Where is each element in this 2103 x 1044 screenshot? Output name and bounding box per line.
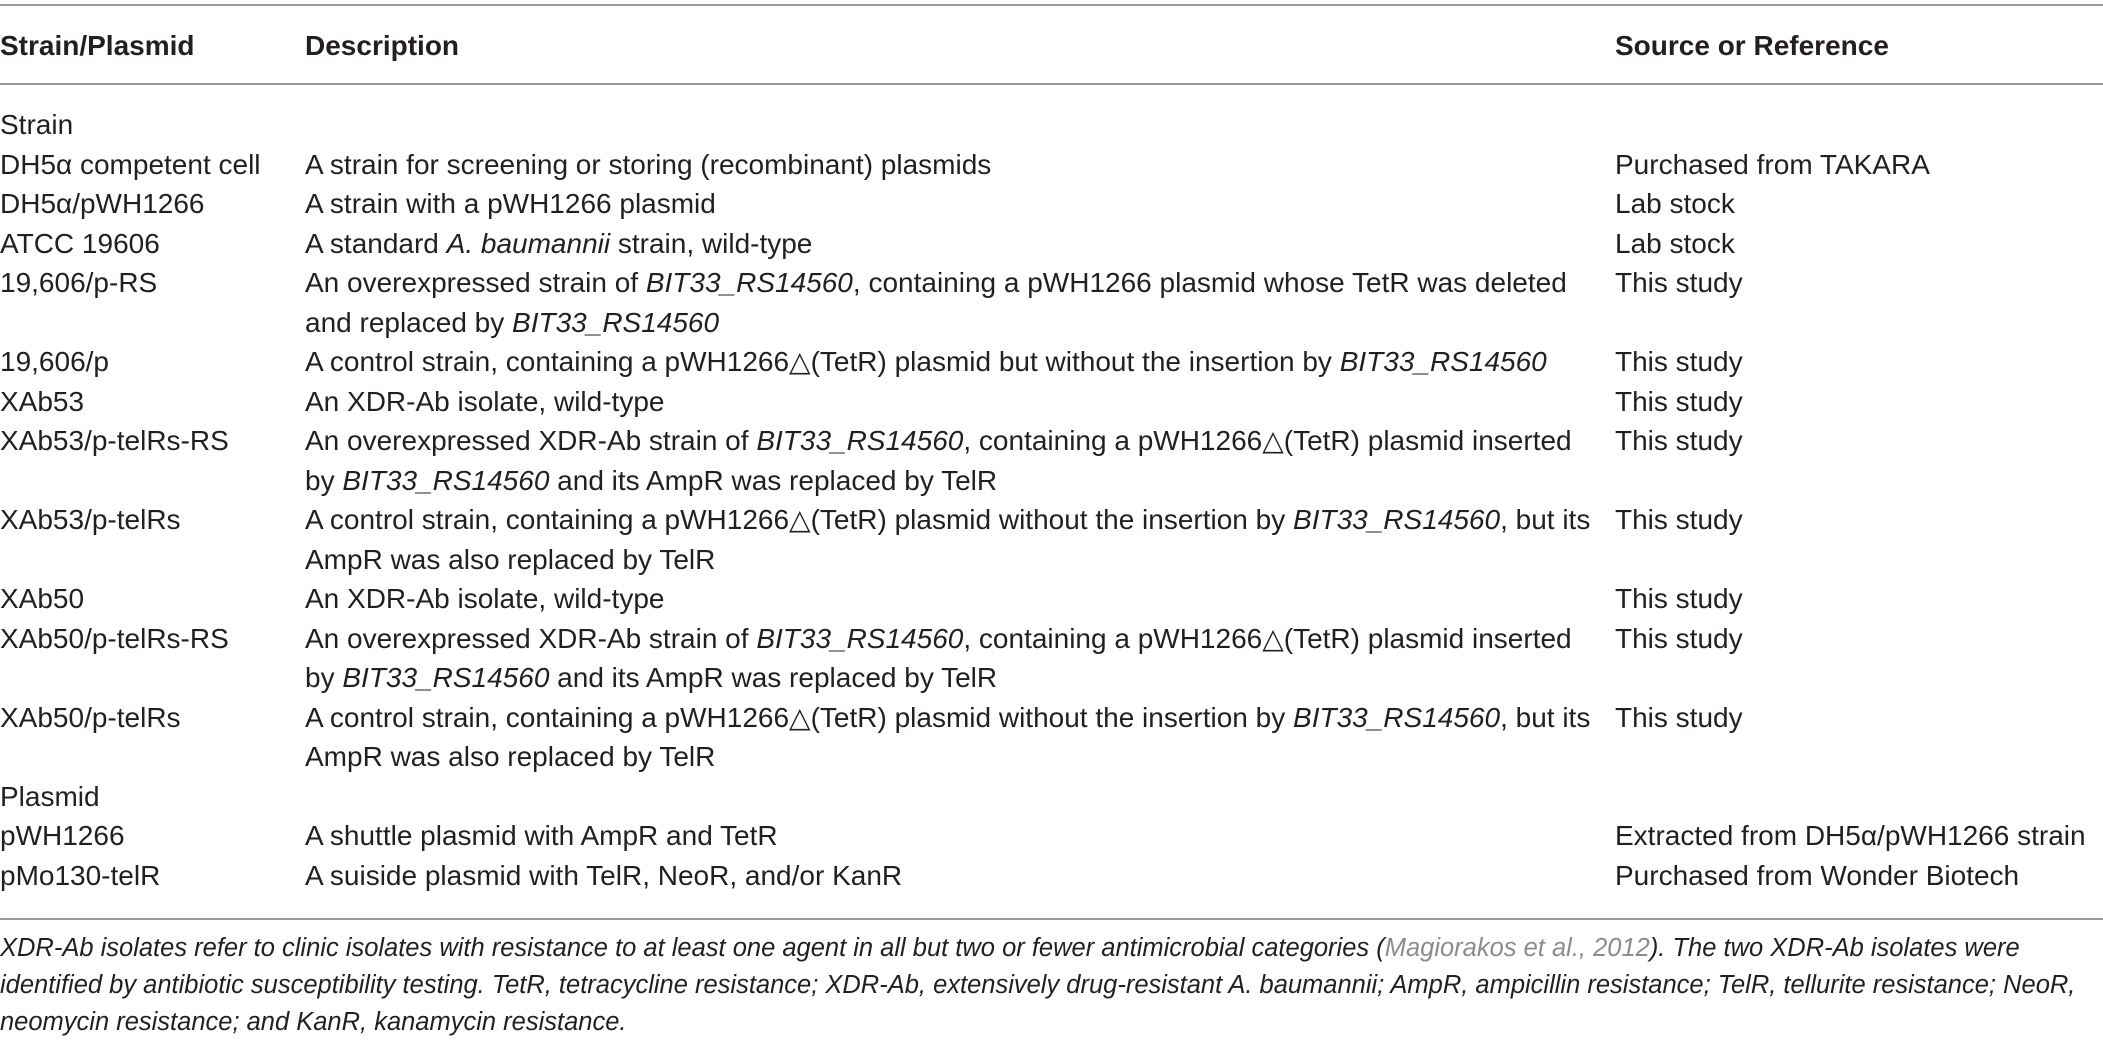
italic-text: A. baumannii [446, 227, 611, 259]
description-cell [305, 698, 1605, 777]
table-row [0, 421, 2103, 500]
header-rule [0, 83, 2103, 85]
italic-text: BIT33_RS14560 [342, 464, 550, 496]
italic-text: BIT33_RS14560 [756, 425, 964, 456]
strain-plasmid-cell: XAb53/p-telRs-RS [0, 425, 229, 456]
strain-plasmid-cell: pMo130-telR [0, 859, 161, 891]
italic-text: BIT33_RS14560 [1293, 701, 1501, 733]
source-cell: This study [1615, 267, 1743, 298]
source-cell: Lab stock [1615, 188, 1735, 219]
description-text: strain, wild-type [610, 227, 813, 259]
strain-plasmid-cell: DH5α competent cell [0, 148, 261, 180]
table-row [0, 816, 2103, 856]
source-cell: This study [1615, 701, 1743, 733]
italic-text: BIT33_RS14560 [1339, 346, 1547, 377]
table-row [0, 698, 2103, 777]
table-row [0, 263, 2103, 342]
description-text: A control strain, containing a pWH1266△(TetR) plasmid without the insertion by [305, 504, 1294, 535]
strain-plasmid-cell: XAb50/p-telRs-RS [0, 622, 229, 654]
table-row [0, 619, 2103, 698]
strain-plasmid-cell: pWH1266 [0, 820, 125, 851]
description-cell [305, 816, 1605, 856]
strain-plasmid-cell: ATCC 19606 [0, 227, 160, 259]
description-text: An overexpressed XDR-Ab strain of [305, 622, 757, 654]
table-top-rule [0, 4, 2103, 6]
table-row [0, 342, 2103, 382]
description-cell [305, 856, 1605, 896]
strain-plasmid-cell: 19,606/p [0, 346, 109, 377]
strain-plasmid-cell: XAb53 [0, 385, 85, 417]
description-cell [305, 579, 1605, 619]
footnote-citation-link[interactable]: Magiorakos et al., 2012 [1384, 934, 1650, 962]
table-row [0, 500, 2103, 579]
description-cell [305, 619, 1605, 698]
description-text: , containing a pWH1266△(TetR) plasmid inserted by [305, 622, 1572, 693]
source-cell: This study [1615, 425, 1743, 456]
table-row [0, 224, 2103, 264]
source-cell: Lab stock [1615, 227, 1735, 259]
header-description: Description [305, 30, 460, 61]
source-cell: This study [1615, 385, 1743, 417]
table-footnote [0, 930, 2100, 1041]
description-text: , but its AmpR was also replaced by TelR [305, 504, 1591, 575]
source-cell: This study [1615, 583, 1743, 614]
description-text: , containing a pWH1266 plasmid whose TetR was deleted and replaced by [305, 267, 1567, 338]
description-cell [305, 184, 1605, 224]
description-cell [305, 145, 1605, 185]
table-row [0, 856, 2103, 896]
footnote-text-after: ). The two XDR-Ab isolates were identified by antibiotic susceptibility testing. TetR, tetracycline resistance; XDR-Ab, extensively drug-resistant A. baumannii; AmpR, ampicillin resistance; TelR, tellurite resistance; NeoR, neomycin resistance; and KanR, kanamycin resistance. [0, 934, 2076, 1036]
section-row [0, 777, 2103, 817]
source-cell: This study [1615, 346, 1743, 377]
description-cell [305, 342, 1605, 382]
header-source: Source or Reference [1615, 30, 1889, 61]
header-strain-plasmid: Strain/Plasmid [0, 30, 195, 61]
description-text: A strain with a pWH1266 plasmid [305, 188, 716, 219]
section-label: Plasmid [0, 780, 100, 812]
table-row [0, 184, 2103, 224]
description-text: A strain for screening or storing (recombinant) plasmids [305, 148, 992, 180]
italic-text: BIT33_RS14560 [512, 306, 720, 338]
italic-text: BIT33_RS14560 [756, 622, 964, 654]
source-cell: Extracted from DH5α/pWH1266 strain [1615, 820, 2086, 851]
description-text: , containing a pWH1266△(TetR) plasmid inserted by [305, 425, 1572, 496]
footnote-text-before: XDR-Ab isolates refer to clinic isolates with resistance to at least one agent in all but two or fewer antimicrobial categories ( [0, 934, 1385, 962]
description-cell [305, 382, 1605, 422]
table-bottom-rule [0, 918, 2103, 920]
italic-text: BIT33_RS14560 [645, 267, 853, 298]
source-cell: This study [1615, 622, 1743, 654]
description-text: A suiside plasmid with TelR, NeoR, and/or KanR [305, 859, 903, 891]
description-text: A shuttle plasmid with AmpR and TetR [305, 820, 778, 851]
strain-plasmid-cell: DH5α/pWH1266 [0, 188, 205, 219]
table-row [0, 382, 2103, 422]
description-text: and its AmpR was replaced by TelR [549, 464, 998, 496]
table-body [0, 105, 2103, 895]
table-row [0, 145, 2103, 185]
italic-text: BIT33_RS14560 [1293, 504, 1501, 535]
italic-text: BIT33_RS14560 [342, 662, 550, 693]
description-cell [305, 224, 1605, 264]
description-text: A standard [305, 227, 447, 259]
strain-plasmid-cell: XAb50 [0, 583, 85, 614]
strain-plasmid-cell: 19,606/p-RS [0, 267, 158, 298]
section-row [0, 105, 2103, 145]
source-cell: Purchased from TAKARA [1615, 148, 1930, 180]
description-text: , but its AmpR was also replaced by TelR [305, 701, 1591, 772]
description-text: An overexpressed strain of [305, 267, 646, 298]
source-cell: This study [1615, 504, 1743, 535]
description-text: An XDR-Ab isolate, wild-type [305, 583, 665, 614]
description-text: A control strain, containing a pWH1266△(TetR) plasmid but without the insertion by [305, 346, 1340, 377]
description-text: and its AmpR was replaced by TelR [549, 662, 998, 693]
description-cell [305, 500, 1605, 579]
source-cell: Purchased from Wonder Biotech [1615, 859, 2020, 891]
description-text: An overexpressed XDR-Ab strain of [305, 425, 757, 456]
table-row [0, 579, 2103, 619]
section-label: Strain [0, 109, 74, 140]
description-text: An XDR-Ab isolate, wild-type [305, 385, 665, 417]
description-text: A control strain, containing a pWH1266△(TetR) plasmid without the insertion by [305, 701, 1294, 733]
description-cell [305, 421, 1605, 500]
strain-plasmid-cell: XAb53/p-telRs [0, 504, 181, 535]
strain-plasmid-cell: XAb50/p-telRs [0, 701, 181, 733]
description-cell [305, 263, 1605, 342]
